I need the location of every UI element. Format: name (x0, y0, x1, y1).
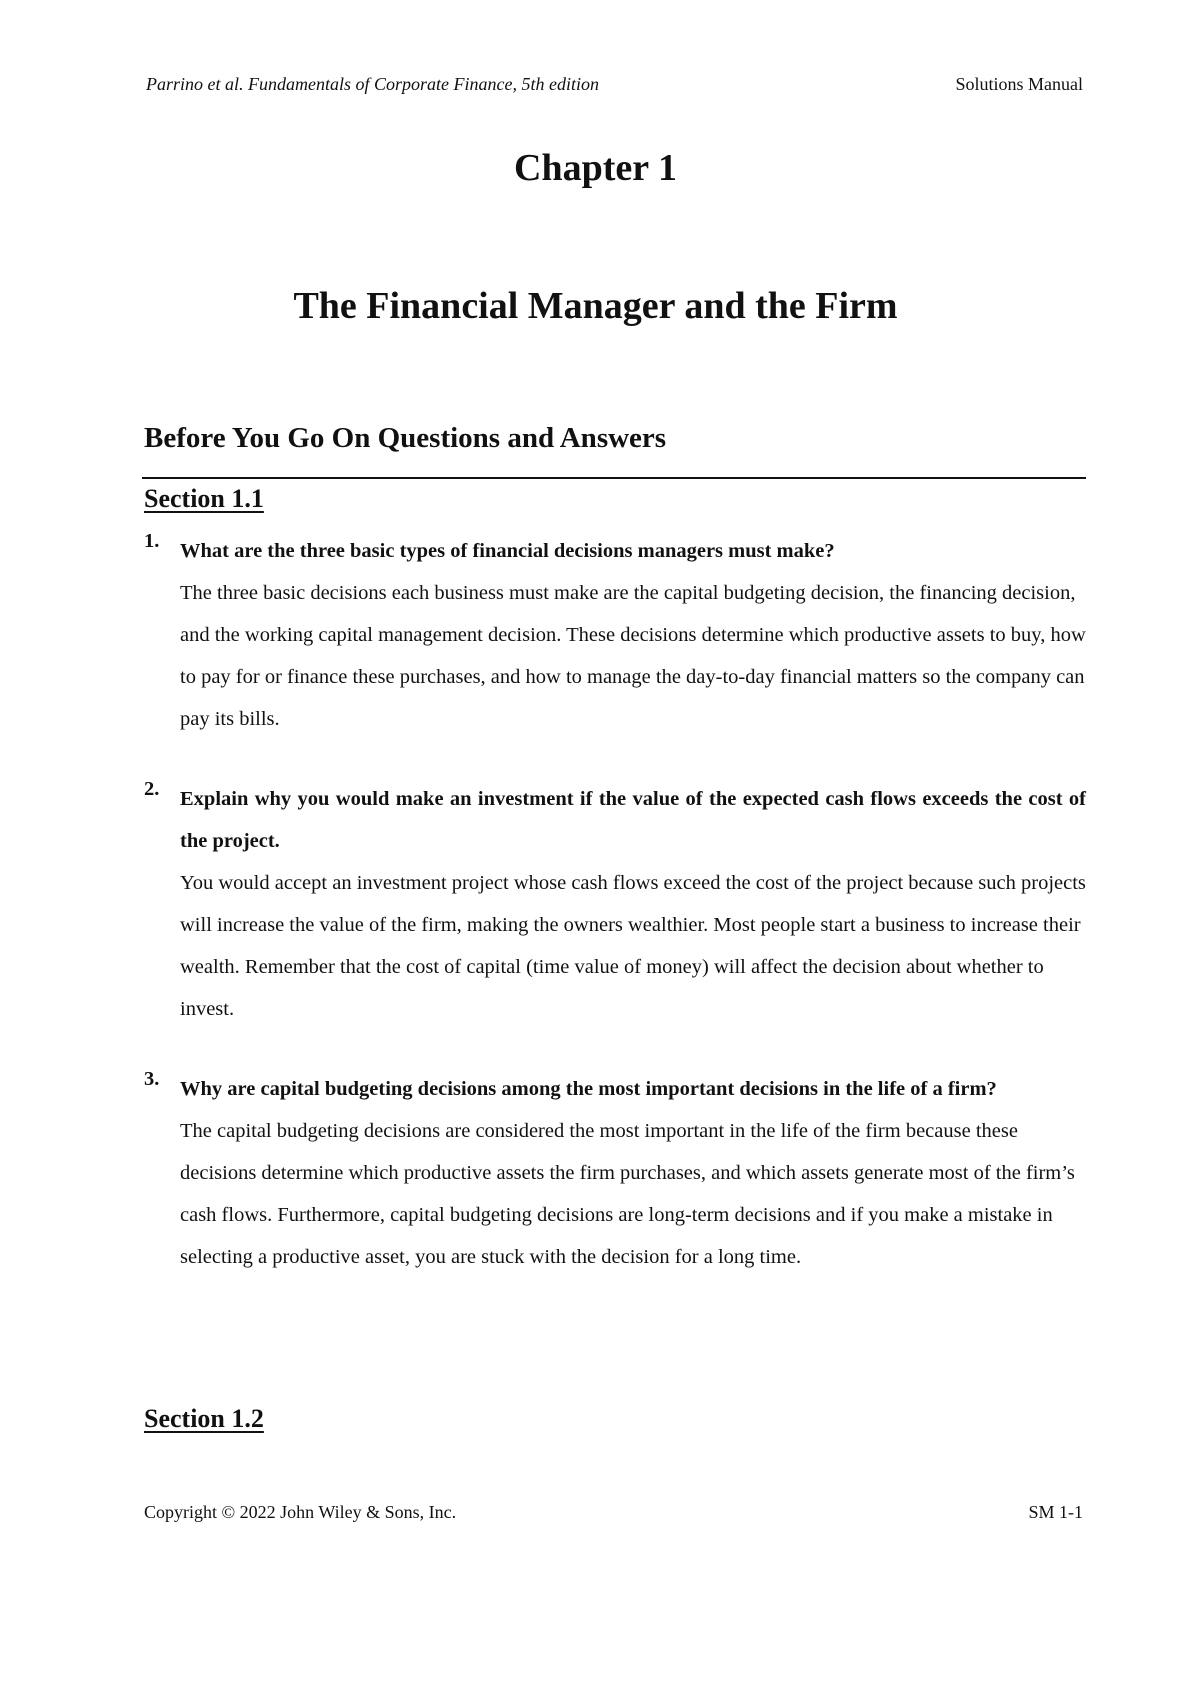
copyright-footer: Copyright © 2022 John Wiley & Sons, Inc. (144, 1502, 457, 1522)
question-number: 1. (144, 530, 160, 552)
answer-text: You would accept an investment project whose cash flows exceed the cost of the project because such projects will increase the value of the firm, making the owners wealthier. Most people start a business to increase their wealth. Remember that the cost of capital (time value of money) will affect the decision about whether to invest. (180, 872, 1086, 1020)
question-item-1 (144, 530, 1086, 740)
question-text: Why are capital budgeting decisions among the most important decisions in the life of a firm? (180, 1078, 997, 1100)
question-text: What are the three basic types of financial decisions managers must make? (180, 540, 835, 562)
answer-text: The capital budgeting decisions are considered the most important in the life of the firm because these decisions determine which productive assets the firm purchases, and which assets generate most of the firm’s cash flows. Furthermore, capital budgeting decisions are long-term decisions and if you make a mistake in selecting a productive asset, you are stuck with the decision for a long time. (180, 1120, 1075, 1268)
question-text: Explain why you would make an investment if the value of the expected cash flows exceeds the cost of the project. (180, 788, 1086, 852)
answer-text: The three basic decisions each business must make are the capital budgeting decision, the financing decision, and the working capital management decision. These decisions determine which productive assets to buy, how to pay for or finance these purchases, and how to manage the day-to-day financial matters so the company can pay its bills. (180, 582, 1086, 730)
page-number: SM 1-1 (1028, 1502, 1083, 1522)
heading-rule (142, 477, 1086, 479)
section-heading-1-1: Section 1.1 (144, 484, 264, 513)
question-number: 2. (144, 778, 160, 800)
questions-heading: Before You Go On Questions and Answers (144, 422, 667, 454)
chapter-label: Chapter 1 (514, 147, 677, 189)
question-item-3 (144, 1068, 1086, 1278)
running-header-label: Solutions Manual (955, 74, 1083, 94)
question-number: 3. (144, 1068, 160, 1090)
chapter-title: The Financial Manager and the Firm (293, 285, 898, 327)
section-heading-1-2: Section 1.2 (144, 1404, 264, 1433)
question-item-2 (144, 778, 1086, 1030)
running-header-title: Parrino et al. Fundamentals of Corporate Finance, 5th edition (146, 74, 599, 94)
